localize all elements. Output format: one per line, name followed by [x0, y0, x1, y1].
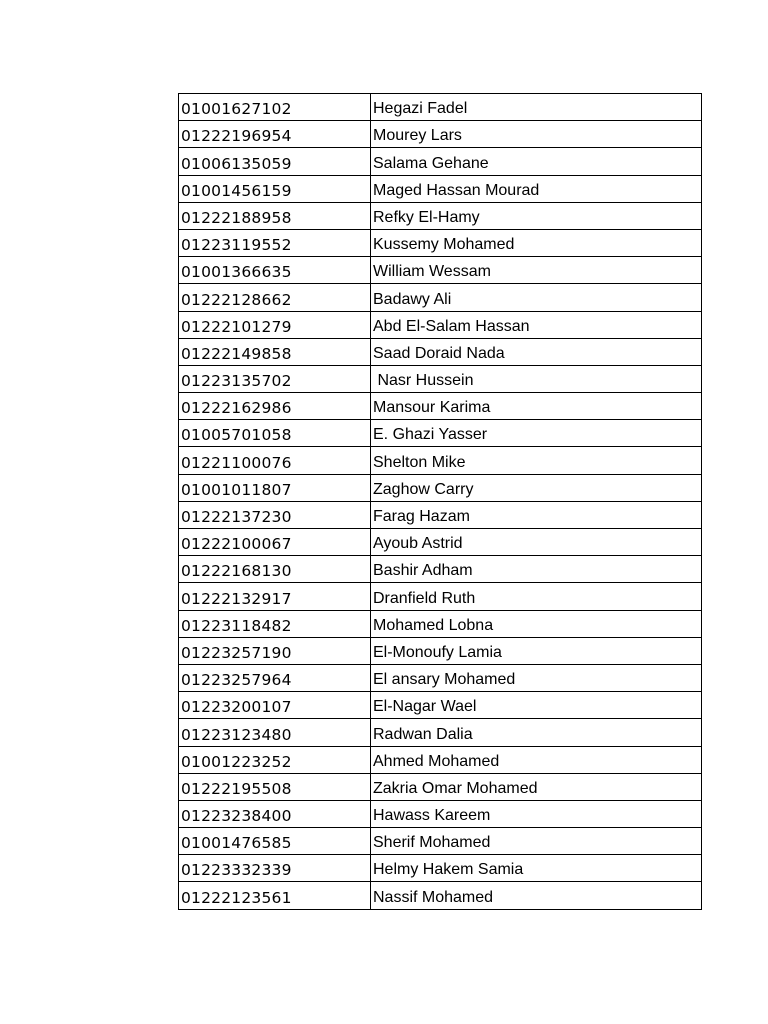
name-cell: Refky El-Hamy	[371, 202, 702, 229]
name-cell: El ansary Mohamed	[371, 664, 702, 691]
phone-cell: 01223118482	[179, 610, 371, 637]
name-cell: Zaghow Carry	[371, 474, 702, 501]
table-row	[179, 828, 702, 855]
table-row	[179, 420, 702, 447]
table-row	[179, 365, 702, 392]
name-cell: Ayoub Astrid	[371, 529, 702, 556]
name-cell: El-Nagar Wael	[371, 692, 702, 719]
table-row	[179, 311, 702, 338]
name-cell: Abd El-Salam Hassan	[371, 311, 702, 338]
table-row	[179, 229, 702, 256]
table-row	[179, 94, 702, 121]
phone-cell: 01001223252	[179, 746, 371, 773]
name-cell: Mansour Karima	[371, 393, 702, 420]
table-row	[179, 393, 702, 420]
phone-cell: 01223257964	[179, 664, 371, 691]
table-row	[179, 257, 702, 284]
name-cell: E. Ghazi Yasser	[371, 420, 702, 447]
name-cell: William Wessam	[371, 257, 702, 284]
name-cell: Bashir Adham	[371, 556, 702, 583]
name-cell: Mohamed Lobna	[371, 610, 702, 637]
phone-cell: 01222137230	[179, 501, 371, 528]
name-cell: Hawass Kareem	[371, 800, 702, 827]
name-cell: Zakria Omar Mohamed	[371, 773, 702, 800]
name-cell: Shelton Mike	[371, 447, 702, 474]
name-cell: Radwan Dalia	[371, 719, 702, 746]
phone-cell: 01223119552	[179, 229, 371, 256]
phone-cell: 01222149858	[179, 338, 371, 365]
name-cell: Ahmed Mohamed	[371, 746, 702, 773]
phone-cell: 01223200107	[179, 692, 371, 719]
phone-cell: 01005701058	[179, 420, 371, 447]
phone-cell: 01222101279	[179, 311, 371, 338]
table-row	[179, 121, 702, 148]
phone-cell: 01001476585	[179, 828, 371, 855]
table-row	[179, 664, 702, 691]
phone-cell: 01222196954	[179, 121, 371, 148]
table-row	[179, 474, 702, 501]
phone-cell: 01223332339	[179, 855, 371, 882]
name-cell: Helmy Hakem Samia	[371, 855, 702, 882]
phone-cell: 01222132917	[179, 583, 371, 610]
name-cell: Farag Hazam	[371, 501, 702, 528]
phone-cell: 01222162986	[179, 393, 371, 420]
phone-cell: 01222128662	[179, 284, 371, 311]
name-cell: El-Monoufy Lamia	[371, 637, 702, 664]
table-row	[179, 882, 702, 909]
contacts-table-body	[179, 94, 702, 910]
phone-cell: 01223135702	[179, 365, 371, 392]
table-row	[179, 148, 702, 175]
table-row	[179, 529, 702, 556]
name-cell: Badawy Ali	[371, 284, 702, 311]
table-row	[179, 501, 702, 528]
phone-cell: 01001011807	[179, 474, 371, 501]
name-cell: Hegazi Fadel	[371, 94, 702, 121]
contacts-table	[178, 93, 702, 910]
name-cell: Maged Hassan Mourad	[371, 175, 702, 202]
table-row	[179, 338, 702, 365]
name-cell: Salama Gehane	[371, 148, 702, 175]
table-row	[179, 719, 702, 746]
table-row	[179, 692, 702, 719]
phone-cell: 01001456159	[179, 175, 371, 202]
table-row	[179, 746, 702, 773]
phone-cell: 01221100076	[179, 447, 371, 474]
table-row	[179, 583, 702, 610]
table-row	[179, 202, 702, 229]
name-cell: Kussemy Mohamed	[371, 229, 702, 256]
name-cell: Sherif Mohamed	[371, 828, 702, 855]
phone-cell: 01222100067	[179, 529, 371, 556]
table-row	[179, 610, 702, 637]
table-row	[179, 447, 702, 474]
name-cell: Saad Doraid Nada	[371, 338, 702, 365]
name-cell: Mourey Lars	[371, 121, 702, 148]
table-row	[179, 773, 702, 800]
phone-cell: 01223257190	[179, 637, 371, 664]
phone-cell: 01223238400	[179, 800, 371, 827]
name-cell: Nassif Mohamed	[371, 882, 702, 909]
table-row	[179, 175, 702, 202]
name-cell: Dranfield Ruth	[371, 583, 702, 610]
phone-cell: 01222188958	[179, 202, 371, 229]
phone-cell: 01006135059	[179, 148, 371, 175]
table-row	[179, 855, 702, 882]
phone-cell: 01222123561	[179, 882, 371, 909]
name-cell: Nasr Hussein	[371, 365, 702, 392]
phone-cell: 01001366635	[179, 257, 371, 284]
table-row	[179, 637, 702, 664]
phone-cell: 01222168130	[179, 556, 371, 583]
table-row	[179, 556, 702, 583]
table-row	[179, 800, 702, 827]
phone-cell: 01222195508	[179, 773, 371, 800]
phone-cell: 01223123480	[179, 719, 371, 746]
table-row	[179, 284, 702, 311]
phone-cell: 01001627102	[179, 94, 371, 121]
